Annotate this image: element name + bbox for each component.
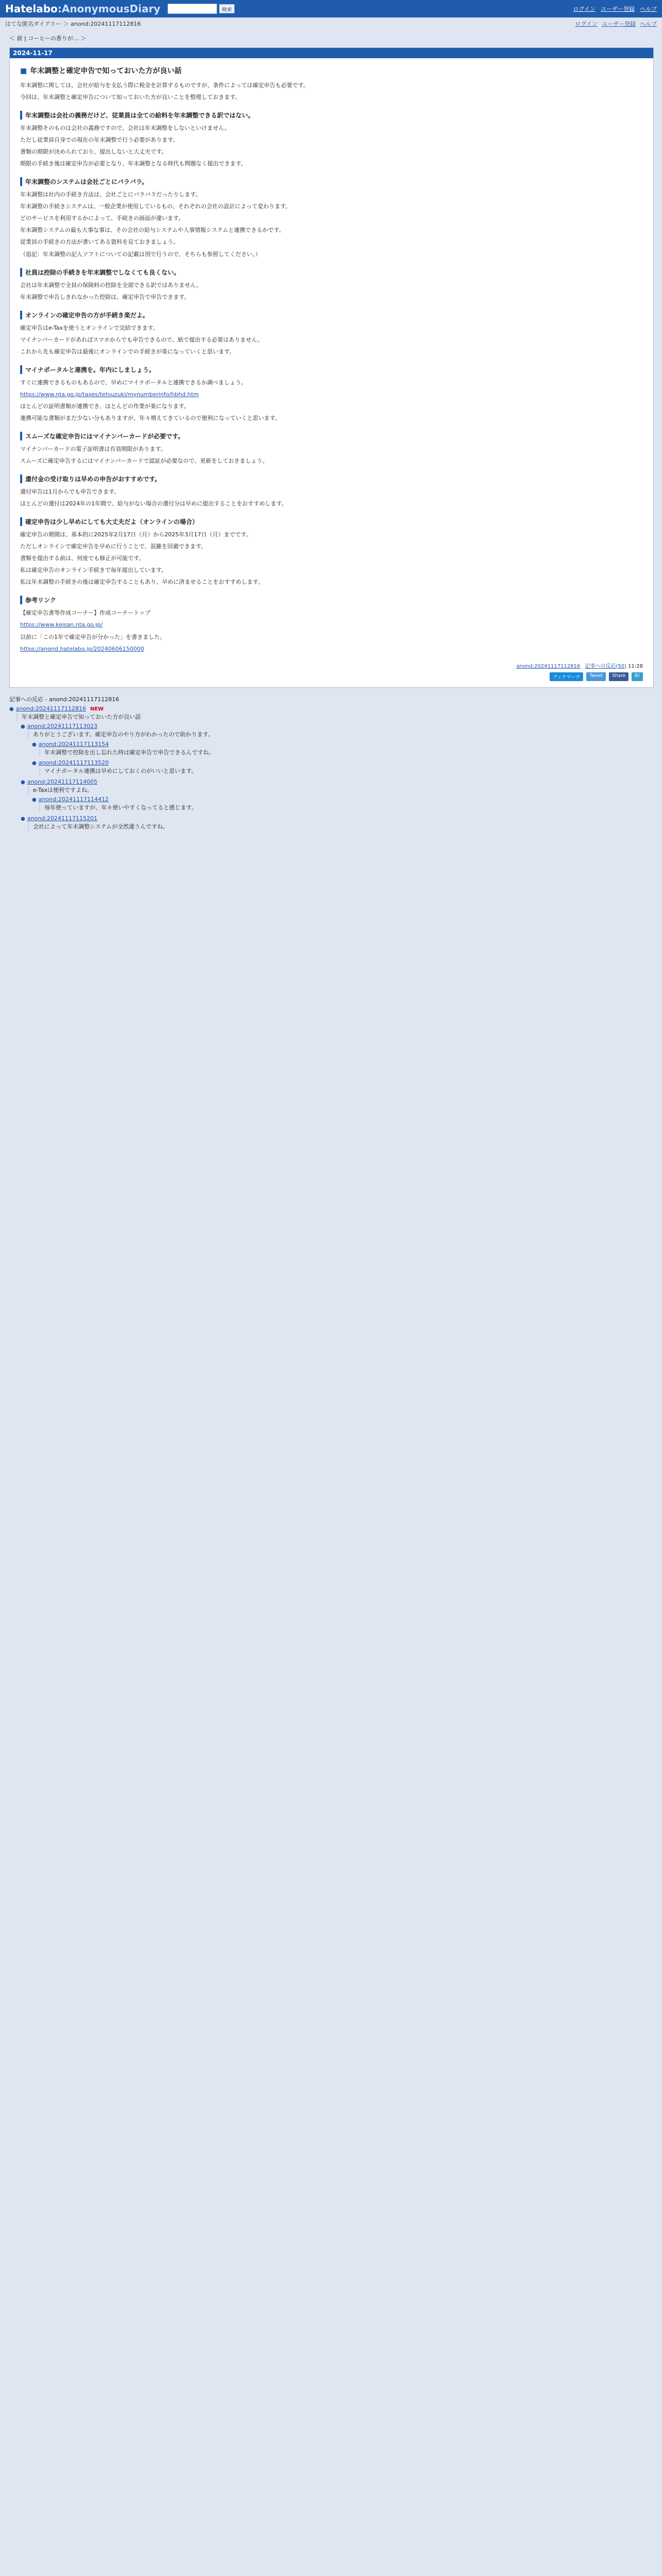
section-paragraph: 年末調整で申告しきれなかった控除は、確定申告で申告できます。 xyxy=(20,293,190,300)
title-square-icon: ■ xyxy=(20,67,27,75)
bullet-icon: ● xyxy=(32,797,37,803)
external-link[interactable]: https://www.nta.go.jp/taxes/tetsuzuki/mynumberinfo/hbhd.htm xyxy=(20,391,199,398)
response-link[interactable]: anond:20241117113023 xyxy=(27,723,97,730)
share-bar xyxy=(20,672,643,681)
response-header xyxy=(21,778,653,785)
response-item xyxy=(32,796,653,812)
response-children xyxy=(21,723,653,831)
section-heading: 年末調整は会社の義務だけど、従業員は全ての給料を年末調整できる訳ではない。 xyxy=(20,111,643,120)
bookmark-button[interactable]: ブックマーク xyxy=(550,672,583,681)
response-children xyxy=(32,741,653,776)
bullet-icon: ● xyxy=(32,741,37,748)
section-paragraph: どのサービスを利用するかによって、手続きの画面が違います。 xyxy=(20,215,184,222)
section-heading: スムーズな確定申告にはマイナンバーカードが必要です。 xyxy=(20,432,643,440)
section-paragraph: これから先も確定申告は最後にオンラインでの手続きが楽になっていくと思います。 xyxy=(20,348,235,355)
response-item xyxy=(32,759,653,776)
section-paragraph: スムーズに確定申告するにはマイナンバーカードで認証が必要なので、更新をしておきましょう。 xyxy=(20,457,268,465)
section-paragraph: すぐに連携できるものもあるので、早めにマイナポータルと連携できるか調べましょう。 xyxy=(20,379,247,386)
response-text: ありがとうございます。確定申告のやり方がわかったので助かります。 xyxy=(28,731,653,739)
response-header xyxy=(32,741,653,748)
response-link[interactable]: anond:20241117113154 xyxy=(38,740,109,748)
sub-breadcrumb: はてな匿名ダイアリー ＞ anond:20241117112816 xyxy=(5,21,141,27)
response-text: 年末調整と確定申告で知っておいた方が良い話 xyxy=(16,713,653,722)
top-bar xyxy=(0,0,662,18)
response-item xyxy=(21,723,653,776)
bullet-icon: ● xyxy=(21,724,25,730)
section-heading: オンラインの確定申告の方が手続き楽だよ。 xyxy=(20,311,643,319)
top-link-register[interactable]: ユーザー登録 xyxy=(601,6,635,12)
logo-text-b: :AnonymousDiary xyxy=(57,3,161,15)
section-paragraph: 従業員の手続きの方法が書いてある資料を見ておきましょう。 xyxy=(20,239,179,246)
section-paragraph: 確定申告はe-Taxを使うとオンラインで完結できます。 xyxy=(20,324,159,331)
intro-paragraph: 年末調整に関しては、会社が給与を支払う際に税金を計算するものですが、条件によっては確定申告も必要です。 xyxy=(20,82,309,89)
entry-title[interactable] xyxy=(20,65,643,76)
response-header xyxy=(21,723,653,730)
site-logo[interactable] xyxy=(5,3,160,15)
response-text: マイナポータル連携は早めにしておくのがいいと思います。 xyxy=(39,767,653,776)
responses-tree xyxy=(9,705,653,832)
sub-link-login[interactable]: ログイン xyxy=(575,21,598,27)
section-heading: 還付金の受け取りは早めの申告がおすすめです。 xyxy=(20,474,643,483)
section-paragraph: 私は年末調整の手続きの後は確定申告することもあり、早めに済ませることをおすすめします。 xyxy=(20,579,264,586)
section-paragraph: 書類の期限が決められており、提出しないと大丈夫です。 xyxy=(20,148,168,156)
top-link-help[interactable]: ヘルプ xyxy=(640,6,657,12)
response-text: e-Taxは便利ですよね。 xyxy=(28,786,653,795)
section-paragraph: マイナンバーカードの電子証明書は有効期限があります。 xyxy=(20,445,167,452)
response-children xyxy=(32,796,653,812)
entry-box xyxy=(9,47,654,688)
response-text: 年末調整で控除を出し忘れた時は確定申告で申告できるんですね。 xyxy=(39,749,653,757)
section-paragraph: 私は確定申告のオンライン手続きで毎年提出しています。 xyxy=(20,567,167,574)
entry-navigation[interactable]: ＜ 前 | コーヒーの香りが… ＞ xyxy=(9,35,87,42)
section-paragraph: ただし従業員自身での現在の年末調整で行う必要があります。 xyxy=(20,137,179,144)
entry-time: 11:28 xyxy=(628,663,643,669)
entry-title-text: 年末調整と確定申告で知っておいた方が良い話 xyxy=(30,67,182,75)
bullet-icon: ● xyxy=(9,706,14,712)
hatena-bookmark-button[interactable]: B! xyxy=(632,672,643,681)
section-paragraph: 【確定申告書等作成コーナー】作成コーナートップ xyxy=(20,609,151,617)
response-item xyxy=(32,741,653,757)
response-item xyxy=(21,778,653,812)
section-paragraph: ただしオンラインで確定申告を早めに行うことで、混雑を回避できます。 xyxy=(20,543,207,550)
section-paragraph: 以前に「この1年で確定申告が分かった」を書きました。 xyxy=(20,633,166,640)
section-paragraph: 年末調整そのものは会社の義務ですので、会社は年末調整をしないといけません。 xyxy=(20,125,230,132)
response-header xyxy=(21,815,653,822)
entry-footer xyxy=(20,662,643,669)
section-paragraph: ほとんどの証明書類が連携でき、ほとんどの作業が楽になります。 xyxy=(20,402,190,410)
response-link[interactable]: anond:20241117114412 xyxy=(38,796,109,803)
top-link-login[interactable]: ログイン xyxy=(573,6,595,12)
section-link[interactable] xyxy=(20,390,643,399)
section-heading: 参考リンク xyxy=(20,596,643,604)
entry-permalink[interactable]: anond:20241117112816 xyxy=(516,663,581,669)
top-links xyxy=(573,5,657,13)
new-badge: NEW xyxy=(90,706,104,712)
section-heading: 確定申告は少し早めにしても大丈夫だよ（オンラインの場合） xyxy=(20,517,643,526)
search-input[interactable] xyxy=(168,4,217,14)
sub-links xyxy=(575,20,657,28)
logo-text-a: Hatelabo xyxy=(5,3,58,15)
response-link[interactable]: anond:20241117112816 xyxy=(15,705,86,712)
section-paragraph: マイナンバーカードがあればスマホからでも申告できるので、紙で提出する必要はありません。 xyxy=(20,336,263,343)
facebook-share-button[interactable]: Share xyxy=(609,672,628,681)
sub-link-register[interactable]: ユーザー登録 xyxy=(602,21,636,27)
section-paragraph: ほとんどの還付は2024年の1年間で、給与がない場合の還付分は早めに提出することをおすすめします。 xyxy=(20,500,287,507)
response-link[interactable]: anond:20241117114005 xyxy=(27,778,97,785)
section-link[interactable] xyxy=(20,645,643,653)
entry-body xyxy=(10,58,653,687)
section-paragraph: 連携可能な書類がまだ少ない分もありますが、年々増えてきているので便利になっていくと思います。 xyxy=(20,414,281,421)
response-header xyxy=(9,705,653,712)
section-link[interactable] xyxy=(20,620,643,629)
external-link[interactable]: https://www.keisan.nta.go.jp/ xyxy=(20,621,103,629)
sub-bar xyxy=(0,18,662,30)
section-heading: 年末調整のシステムは会社ごとにバラバラ。 xyxy=(20,177,643,186)
entry-responses-link[interactable]: 記事への反応(50) xyxy=(585,663,626,669)
sub-link-help[interactable]: ヘルプ xyxy=(640,21,657,27)
response-item xyxy=(21,815,653,832)
section-paragraph: 還付申告は1月からでも申告できます。 xyxy=(20,488,120,496)
response-link[interactable]: anond:20241117115201 xyxy=(27,815,97,822)
response-header xyxy=(32,759,653,766)
entry-sections xyxy=(20,111,643,653)
response-item xyxy=(9,705,653,832)
bullet-icon: ● xyxy=(21,779,25,785)
intro-paragraph: 今回は、年末調整と確定申告について知っておいた方が良いことを整理しておきます。 xyxy=(20,94,241,101)
entry-footer-links xyxy=(514,664,643,669)
section-paragraph: 会社は年末調整で全員の保険料の控除を全部できる訳ではありません。 xyxy=(20,281,202,289)
response-link[interactable]: anond:20241117113520 xyxy=(38,759,109,767)
bullet-icon: ● xyxy=(32,760,37,767)
section-paragraph: 書類を提出する前は、何度でも修正が可能です。 xyxy=(20,555,145,562)
responses-heading: 記事への反応 - anond:20241117112816 xyxy=(9,696,120,703)
section-heading: 社員は控除の手続きを年末調整でしなくても良くない。 xyxy=(20,268,643,277)
section-heading: マイナポータルと連携を。年内にしましょう。 xyxy=(20,365,643,374)
section-paragraph: 期限の手続き後は確定申告が必要となり、年末調整となる時代も問題なく提出できます。 xyxy=(20,160,247,167)
response-text: 毎年使っていますが、年々使いやすくなってると感じます。 xyxy=(39,804,653,812)
external-link[interactable]: https://anond.hatelabo.jp/20240606150000 xyxy=(20,645,144,652)
response-text: 会社によって年末調整システムが全然違うんですね。 xyxy=(28,823,653,832)
section-paragraph: 年末調整は社内の手続き方法は、会社ごとにバラバラだったりします。 xyxy=(20,191,202,198)
section-paragraph: 確定申告の期間は、基本的に2025年2月17日（月）から2025年3月17日（月）までです。 xyxy=(20,531,252,538)
tweet-button[interactable]: Tweet xyxy=(586,672,606,681)
section-paragraph: 年末調整の手続きシステムは、一般企業が使用しているもの、それぞれの会社の設計によって変わります。 xyxy=(20,203,291,210)
section-paragraph: （追記：年末調整の記入ソフトについての記載は別で行うので、そちらも参照してください。） xyxy=(20,250,261,258)
search-button[interactable]: 検索 xyxy=(219,4,235,13)
entry-date: 2024-11-17 xyxy=(10,48,653,58)
bullet-icon: ● xyxy=(21,816,25,822)
response-header xyxy=(32,796,653,803)
section-paragraph: 年末調整システムの最も大事な事は、その会社の給与システムや人事情報システムと連携できるかです。 xyxy=(20,227,285,234)
